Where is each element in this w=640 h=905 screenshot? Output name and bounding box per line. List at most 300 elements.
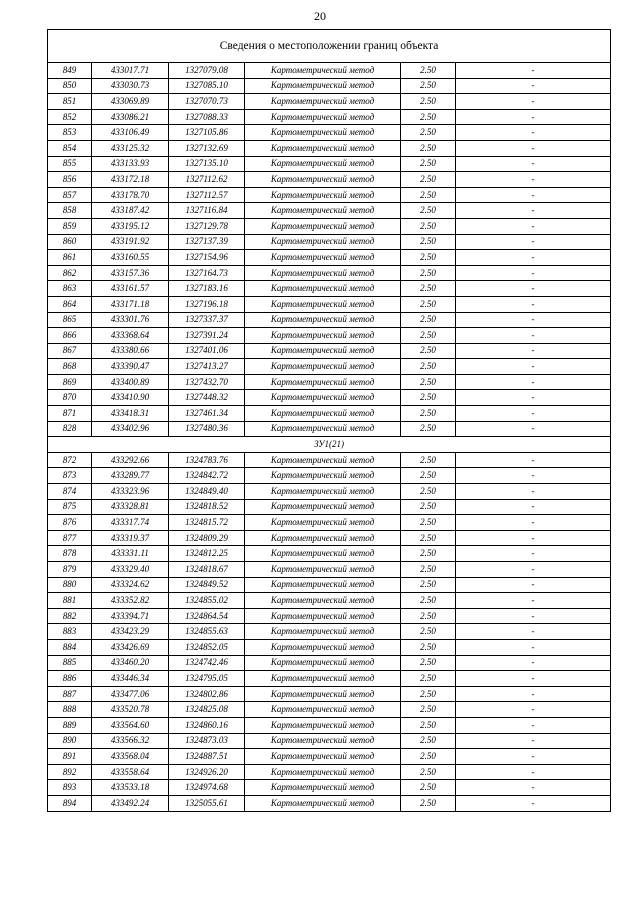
accuracy: 2.50 bbox=[401, 94, 456, 110]
point-number: 867 bbox=[48, 343, 92, 359]
accuracy: 2.50 bbox=[401, 109, 456, 125]
y-coordinate: 1327401.06 bbox=[169, 343, 245, 359]
x-coordinate: 433289.77 bbox=[92, 468, 169, 484]
table-row bbox=[48, 172, 611, 188]
section-header-row bbox=[48, 437, 611, 453]
table-row bbox=[48, 686, 611, 702]
table-row bbox=[48, 94, 611, 110]
table-row bbox=[48, 515, 611, 531]
table-row bbox=[48, 359, 611, 375]
point-number: 865 bbox=[48, 312, 92, 328]
x-coordinate: 433400.89 bbox=[92, 374, 169, 390]
point-number: 862 bbox=[48, 265, 92, 281]
determination-method: Картометрический метод bbox=[245, 546, 401, 562]
description: - bbox=[456, 577, 611, 593]
accuracy: 2.50 bbox=[401, 593, 456, 609]
point-number: 858 bbox=[48, 203, 92, 219]
x-coordinate: 433390.47 bbox=[92, 359, 169, 375]
description: - bbox=[456, 172, 611, 188]
point-number: 856 bbox=[48, 172, 92, 188]
y-coordinate: 1324855.63 bbox=[169, 624, 245, 640]
accuracy: 2.50 bbox=[401, 717, 456, 733]
point-number: 892 bbox=[48, 764, 92, 780]
description: - bbox=[456, 639, 611, 655]
point-number: 864 bbox=[48, 296, 92, 312]
x-coordinate: 433191.92 bbox=[92, 234, 169, 250]
table-row bbox=[48, 218, 611, 234]
y-coordinate: 1324795.05 bbox=[169, 671, 245, 687]
description: - bbox=[456, 234, 611, 250]
table-row bbox=[48, 125, 611, 141]
determination-method: Картометрический метод bbox=[245, 63, 401, 79]
x-coordinate: 433160.55 bbox=[92, 250, 169, 266]
point-number: 861 bbox=[48, 250, 92, 266]
y-coordinate: 1327448.32 bbox=[169, 390, 245, 406]
accuracy: 2.50 bbox=[401, 686, 456, 702]
determination-method: Картометрический метод bbox=[245, 421, 401, 437]
y-coordinate: 1327132.69 bbox=[169, 140, 245, 156]
accuracy: 2.50 bbox=[401, 125, 456, 141]
description: - bbox=[456, 608, 611, 624]
point-number: 855 bbox=[48, 156, 92, 172]
accuracy: 2.50 bbox=[401, 187, 456, 203]
description: - bbox=[456, 499, 611, 515]
x-coordinate: 433301.76 bbox=[92, 312, 169, 328]
accuracy: 2.50 bbox=[401, 359, 456, 375]
description: - bbox=[456, 218, 611, 234]
x-coordinate: 433324.62 bbox=[92, 577, 169, 593]
point-number: 881 bbox=[48, 593, 92, 609]
table-row bbox=[48, 406, 611, 422]
table-row bbox=[48, 577, 611, 593]
y-coordinate: 1324818.52 bbox=[169, 499, 245, 515]
y-coordinate: 1327480.36 bbox=[169, 421, 245, 437]
description: - bbox=[456, 702, 611, 718]
y-coordinate: 1324842.72 bbox=[169, 468, 245, 484]
point-number: 876 bbox=[48, 515, 92, 531]
y-coordinate: 1324860.16 bbox=[169, 717, 245, 733]
description: - bbox=[456, 546, 611, 562]
table-row bbox=[48, 764, 611, 780]
x-coordinate: 433418.31 bbox=[92, 406, 169, 422]
description: - bbox=[456, 795, 611, 811]
x-coordinate: 433069.89 bbox=[92, 94, 169, 110]
x-coordinate: 433446.34 bbox=[92, 671, 169, 687]
description: - bbox=[456, 671, 611, 687]
table-row bbox=[48, 452, 611, 468]
x-coordinate: 433558.64 bbox=[92, 764, 169, 780]
point-number: 854 bbox=[48, 140, 92, 156]
determination-method: Картометрический метод bbox=[245, 390, 401, 406]
point-number: 859 bbox=[48, 218, 92, 234]
y-coordinate: 1327413.27 bbox=[169, 359, 245, 375]
y-coordinate: 1324812.25 bbox=[169, 546, 245, 562]
accuracy: 2.50 bbox=[401, 546, 456, 562]
table-row bbox=[48, 530, 611, 546]
y-coordinate: 1327337.37 bbox=[169, 312, 245, 328]
point-number: 884 bbox=[48, 639, 92, 655]
x-coordinate: 433319.37 bbox=[92, 530, 169, 546]
determination-method: Картометрический метод bbox=[245, 639, 401, 655]
accuracy: 2.50 bbox=[401, 764, 456, 780]
x-coordinate: 433329.40 bbox=[92, 562, 169, 578]
description: - bbox=[456, 624, 611, 640]
description: - bbox=[456, 749, 611, 765]
y-coordinate: 1324855.02 bbox=[169, 593, 245, 609]
accuracy: 2.50 bbox=[401, 234, 456, 250]
x-coordinate: 433423.29 bbox=[92, 624, 169, 640]
description: - bbox=[456, 78, 611, 94]
x-coordinate: 433172.18 bbox=[92, 172, 169, 188]
x-coordinate: 433292.66 bbox=[92, 452, 169, 468]
accuracy: 2.50 bbox=[401, 250, 456, 266]
x-coordinate: 433125.32 bbox=[92, 140, 169, 156]
table-row bbox=[48, 421, 611, 437]
accuracy: 2.50 bbox=[401, 733, 456, 749]
determination-method: Картометрический метод bbox=[245, 749, 401, 765]
description: - bbox=[456, 515, 611, 531]
point-number: 870 bbox=[48, 390, 92, 406]
determination-method: Картометрический метод bbox=[245, 780, 401, 796]
point-number: 866 bbox=[48, 328, 92, 344]
description: - bbox=[456, 265, 611, 281]
table-row bbox=[48, 546, 611, 562]
point-number: 851 bbox=[48, 94, 92, 110]
x-coordinate: 433195.12 bbox=[92, 218, 169, 234]
accuracy: 2.50 bbox=[401, 172, 456, 188]
y-coordinate: 1324815.72 bbox=[169, 515, 245, 531]
table-row bbox=[48, 63, 611, 79]
y-coordinate: 1327085.10 bbox=[169, 78, 245, 94]
determination-method: Картометрический метод bbox=[245, 125, 401, 141]
x-coordinate: 433568.04 bbox=[92, 749, 169, 765]
x-coordinate: 433317.74 bbox=[92, 515, 169, 531]
y-coordinate: 1327105.86 bbox=[169, 125, 245, 141]
table-row bbox=[48, 468, 611, 484]
x-coordinate: 433520.78 bbox=[92, 702, 169, 718]
description: - bbox=[456, 655, 611, 671]
description: - bbox=[456, 203, 611, 219]
determination-method: Картометрический метод bbox=[245, 499, 401, 515]
accuracy: 2.50 bbox=[401, 343, 456, 359]
point-number: 878 bbox=[48, 546, 92, 562]
y-coordinate: 1324926.20 bbox=[169, 764, 245, 780]
accuracy: 2.50 bbox=[401, 530, 456, 546]
x-coordinate: 433426.69 bbox=[92, 639, 169, 655]
x-coordinate: 433460.20 bbox=[92, 655, 169, 671]
accuracy: 2.50 bbox=[401, 281, 456, 297]
y-coordinate: 1324825.08 bbox=[169, 702, 245, 718]
table-row bbox=[48, 733, 611, 749]
x-coordinate: 433106.49 bbox=[92, 125, 169, 141]
y-coordinate: 1327196.18 bbox=[169, 296, 245, 312]
determination-method: Картометрический метод bbox=[245, 296, 401, 312]
table-row bbox=[48, 109, 611, 125]
table-row bbox=[48, 312, 611, 328]
accuracy: 2.50 bbox=[401, 452, 456, 468]
point-number: 894 bbox=[48, 795, 92, 811]
determination-method: Картометрический метод bbox=[245, 702, 401, 718]
y-coordinate: 1327461.34 bbox=[169, 406, 245, 422]
determination-method: Картометрический метод bbox=[245, 250, 401, 266]
accuracy: 2.50 bbox=[401, 468, 456, 484]
accuracy: 2.50 bbox=[401, 390, 456, 406]
point-number: 888 bbox=[48, 702, 92, 718]
table-row bbox=[48, 795, 611, 811]
accuracy: 2.50 bbox=[401, 312, 456, 328]
table-title-row bbox=[48, 30, 611, 63]
determination-method: Картометрический метод bbox=[245, 234, 401, 250]
point-number: 891 bbox=[48, 749, 92, 765]
x-coordinate: 433566.32 bbox=[92, 733, 169, 749]
x-coordinate: 433161.57 bbox=[92, 281, 169, 297]
x-coordinate: 433394.71 bbox=[92, 608, 169, 624]
table-row bbox=[48, 343, 611, 359]
determination-method: Картометрический метод bbox=[245, 717, 401, 733]
accuracy: 2.50 bbox=[401, 624, 456, 640]
accuracy: 2.50 bbox=[401, 655, 456, 671]
accuracy: 2.50 bbox=[401, 780, 456, 796]
determination-method: Картометрический метод bbox=[245, 78, 401, 94]
point-number: 868 bbox=[48, 359, 92, 375]
determination-method: Картометрический метод bbox=[245, 530, 401, 546]
y-coordinate: 1324873.03 bbox=[169, 733, 245, 749]
table-row bbox=[48, 499, 611, 515]
x-coordinate: 433133.93 bbox=[92, 156, 169, 172]
determination-method: Картометрический метод bbox=[245, 281, 401, 297]
y-coordinate: 1327112.62 bbox=[169, 172, 245, 188]
determination-method: Картометрический метод bbox=[245, 764, 401, 780]
y-coordinate: 1325055.61 bbox=[169, 795, 245, 811]
x-coordinate: 433187.42 bbox=[92, 203, 169, 219]
description: - bbox=[456, 328, 611, 344]
description: - bbox=[456, 593, 611, 609]
description: - bbox=[456, 296, 611, 312]
y-coordinate: 1327154.96 bbox=[169, 250, 245, 266]
section-title: ЗУ1(21) bbox=[48, 437, 611, 453]
table-row bbox=[48, 374, 611, 390]
determination-method: Картометрический метод bbox=[245, 608, 401, 624]
x-coordinate: 433492.24 bbox=[92, 795, 169, 811]
table-row bbox=[48, 265, 611, 281]
x-coordinate: 433331.11 bbox=[92, 546, 169, 562]
description: - bbox=[456, 733, 611, 749]
determination-method: Картометрический метод bbox=[245, 406, 401, 422]
y-coordinate: 1324809.29 bbox=[169, 530, 245, 546]
description: - bbox=[456, 94, 611, 110]
determination-method: Картометрический метод bbox=[245, 795, 401, 811]
accuracy: 2.50 bbox=[401, 639, 456, 655]
determination-method: Картометрический метод bbox=[245, 562, 401, 578]
x-coordinate: 433477.06 bbox=[92, 686, 169, 702]
accuracy: 2.50 bbox=[401, 562, 456, 578]
y-coordinate: 1327079.08 bbox=[169, 63, 245, 79]
description: - bbox=[456, 468, 611, 484]
point-number: 828 bbox=[48, 421, 92, 437]
determination-method: Картометрический метод bbox=[245, 140, 401, 156]
x-coordinate: 433086.21 bbox=[92, 109, 169, 125]
y-coordinate: 1324864.54 bbox=[169, 608, 245, 624]
accuracy: 2.50 bbox=[401, 484, 456, 500]
point-number: 885 bbox=[48, 655, 92, 671]
description: - bbox=[456, 140, 611, 156]
determination-method: Картометрический метод bbox=[245, 515, 401, 531]
x-coordinate: 433352.82 bbox=[92, 593, 169, 609]
y-coordinate: 1324783.76 bbox=[169, 452, 245, 468]
table-row bbox=[48, 702, 611, 718]
x-coordinate: 433564.60 bbox=[92, 717, 169, 733]
accuracy: 2.50 bbox=[401, 156, 456, 172]
determination-method: Картометрический метод bbox=[245, 156, 401, 172]
x-coordinate: 433178.70 bbox=[92, 187, 169, 203]
y-coordinate: 1327391.24 bbox=[169, 328, 245, 344]
determination-method: Картометрический метод bbox=[245, 359, 401, 375]
determination-method: Картометрический метод bbox=[245, 577, 401, 593]
table-row bbox=[48, 234, 611, 250]
table-row bbox=[48, 780, 611, 796]
x-coordinate: 433157.36 bbox=[92, 265, 169, 281]
point-number: 875 bbox=[48, 499, 92, 515]
point-number: 871 bbox=[48, 406, 92, 422]
description: - bbox=[456, 780, 611, 796]
table-row bbox=[48, 608, 611, 624]
point-number: 857 bbox=[48, 187, 92, 203]
accuracy: 2.50 bbox=[401, 749, 456, 765]
description: - bbox=[456, 250, 611, 266]
accuracy: 2.50 bbox=[401, 608, 456, 624]
description: - bbox=[456, 421, 611, 437]
description: - bbox=[456, 717, 611, 733]
description: - bbox=[456, 187, 611, 203]
point-number: 872 bbox=[48, 452, 92, 468]
table-row bbox=[48, 717, 611, 733]
x-coordinate: 433017.71 bbox=[92, 63, 169, 79]
accuracy: 2.50 bbox=[401, 702, 456, 718]
accuracy: 2.50 bbox=[401, 63, 456, 79]
point-number: 874 bbox=[48, 484, 92, 500]
determination-method: Картометрический метод bbox=[245, 484, 401, 500]
boundary-coordinates-table bbox=[47, 29, 611, 812]
table-row bbox=[48, 749, 611, 765]
point-number: 886 bbox=[48, 671, 92, 687]
point-number: 880 bbox=[48, 577, 92, 593]
determination-method: Картометрический метод bbox=[245, 172, 401, 188]
accuracy: 2.50 bbox=[401, 203, 456, 219]
determination-method: Картометрический метод bbox=[245, 593, 401, 609]
description: - bbox=[456, 390, 611, 406]
point-number: 890 bbox=[48, 733, 92, 749]
y-coordinate: 1327112.57 bbox=[169, 187, 245, 203]
accuracy: 2.50 bbox=[401, 406, 456, 422]
y-coordinate: 1324802.86 bbox=[169, 686, 245, 702]
determination-method: Картометрический метод bbox=[245, 733, 401, 749]
point-number: 877 bbox=[48, 530, 92, 546]
description: - bbox=[456, 281, 611, 297]
point-number: 882 bbox=[48, 608, 92, 624]
accuracy: 2.50 bbox=[401, 671, 456, 687]
y-coordinate: 1324742.46 bbox=[169, 655, 245, 671]
y-coordinate: 1327183.16 bbox=[169, 281, 245, 297]
table-row bbox=[48, 296, 611, 312]
point-number: 869 bbox=[48, 374, 92, 390]
accuracy: 2.50 bbox=[401, 265, 456, 281]
point-number: 887 bbox=[48, 686, 92, 702]
determination-method: Картометрический метод bbox=[245, 624, 401, 640]
description: - bbox=[456, 125, 611, 141]
determination-method: Картометрический метод bbox=[245, 671, 401, 687]
point-number: 883 bbox=[48, 624, 92, 640]
table-row bbox=[48, 281, 611, 297]
determination-method: Картометрический метод bbox=[245, 265, 401, 281]
y-coordinate: 1324887.51 bbox=[169, 749, 245, 765]
table-row bbox=[48, 328, 611, 344]
table-row bbox=[48, 639, 611, 655]
x-coordinate: 433380.66 bbox=[92, 343, 169, 359]
point-number: 850 bbox=[48, 78, 92, 94]
description: - bbox=[456, 562, 611, 578]
description: - bbox=[456, 686, 611, 702]
x-coordinate: 433328.81 bbox=[92, 499, 169, 515]
table-row bbox=[48, 78, 611, 94]
y-coordinate: 1324849.40 bbox=[169, 484, 245, 500]
point-number: 893 bbox=[48, 780, 92, 796]
y-coordinate: 1324818.67 bbox=[169, 562, 245, 578]
point-number: 860 bbox=[48, 234, 92, 250]
table-row bbox=[48, 593, 611, 609]
description: - bbox=[456, 156, 611, 172]
determination-method: Картометрический метод bbox=[245, 374, 401, 390]
determination-method: Картометрический метод bbox=[245, 343, 401, 359]
description: - bbox=[456, 359, 611, 375]
table-row bbox=[48, 250, 611, 266]
accuracy: 2.50 bbox=[401, 515, 456, 531]
x-coordinate: 433410.90 bbox=[92, 390, 169, 406]
description: - bbox=[456, 343, 611, 359]
y-coordinate: 1327088.33 bbox=[169, 109, 245, 125]
point-number: 873 bbox=[48, 468, 92, 484]
point-number: 863 bbox=[48, 281, 92, 297]
description: - bbox=[456, 764, 611, 780]
description: - bbox=[456, 406, 611, 422]
accuracy: 2.50 bbox=[401, 296, 456, 312]
point-number: 849 bbox=[48, 63, 92, 79]
y-coordinate: 1327129.78 bbox=[169, 218, 245, 234]
description: - bbox=[456, 452, 611, 468]
determination-method: Картометрический метод bbox=[245, 218, 401, 234]
table-row bbox=[48, 140, 611, 156]
table-row bbox=[48, 203, 611, 219]
determination-method: Картометрический метод bbox=[245, 452, 401, 468]
x-coordinate: 433030.73 bbox=[92, 78, 169, 94]
determination-method: Картометрический метод bbox=[245, 109, 401, 125]
y-coordinate: 1324849.52 bbox=[169, 577, 245, 593]
point-number: 879 bbox=[48, 562, 92, 578]
accuracy: 2.50 bbox=[401, 374, 456, 390]
table-row bbox=[48, 156, 611, 172]
y-coordinate: 1327135.10 bbox=[169, 156, 245, 172]
x-coordinate: 433171.18 bbox=[92, 296, 169, 312]
determination-method: Картометрический метод bbox=[245, 94, 401, 110]
accuracy: 2.50 bbox=[401, 795, 456, 811]
determination-method: Картометрический метод bbox=[245, 655, 401, 671]
point-number: 853 bbox=[48, 125, 92, 141]
description: - bbox=[456, 374, 611, 390]
accuracy: 2.50 bbox=[401, 140, 456, 156]
accuracy: 2.50 bbox=[401, 78, 456, 94]
determination-method: Картометрический метод bbox=[245, 468, 401, 484]
y-coordinate: 1324974.68 bbox=[169, 780, 245, 796]
accuracy: 2.50 bbox=[401, 218, 456, 234]
